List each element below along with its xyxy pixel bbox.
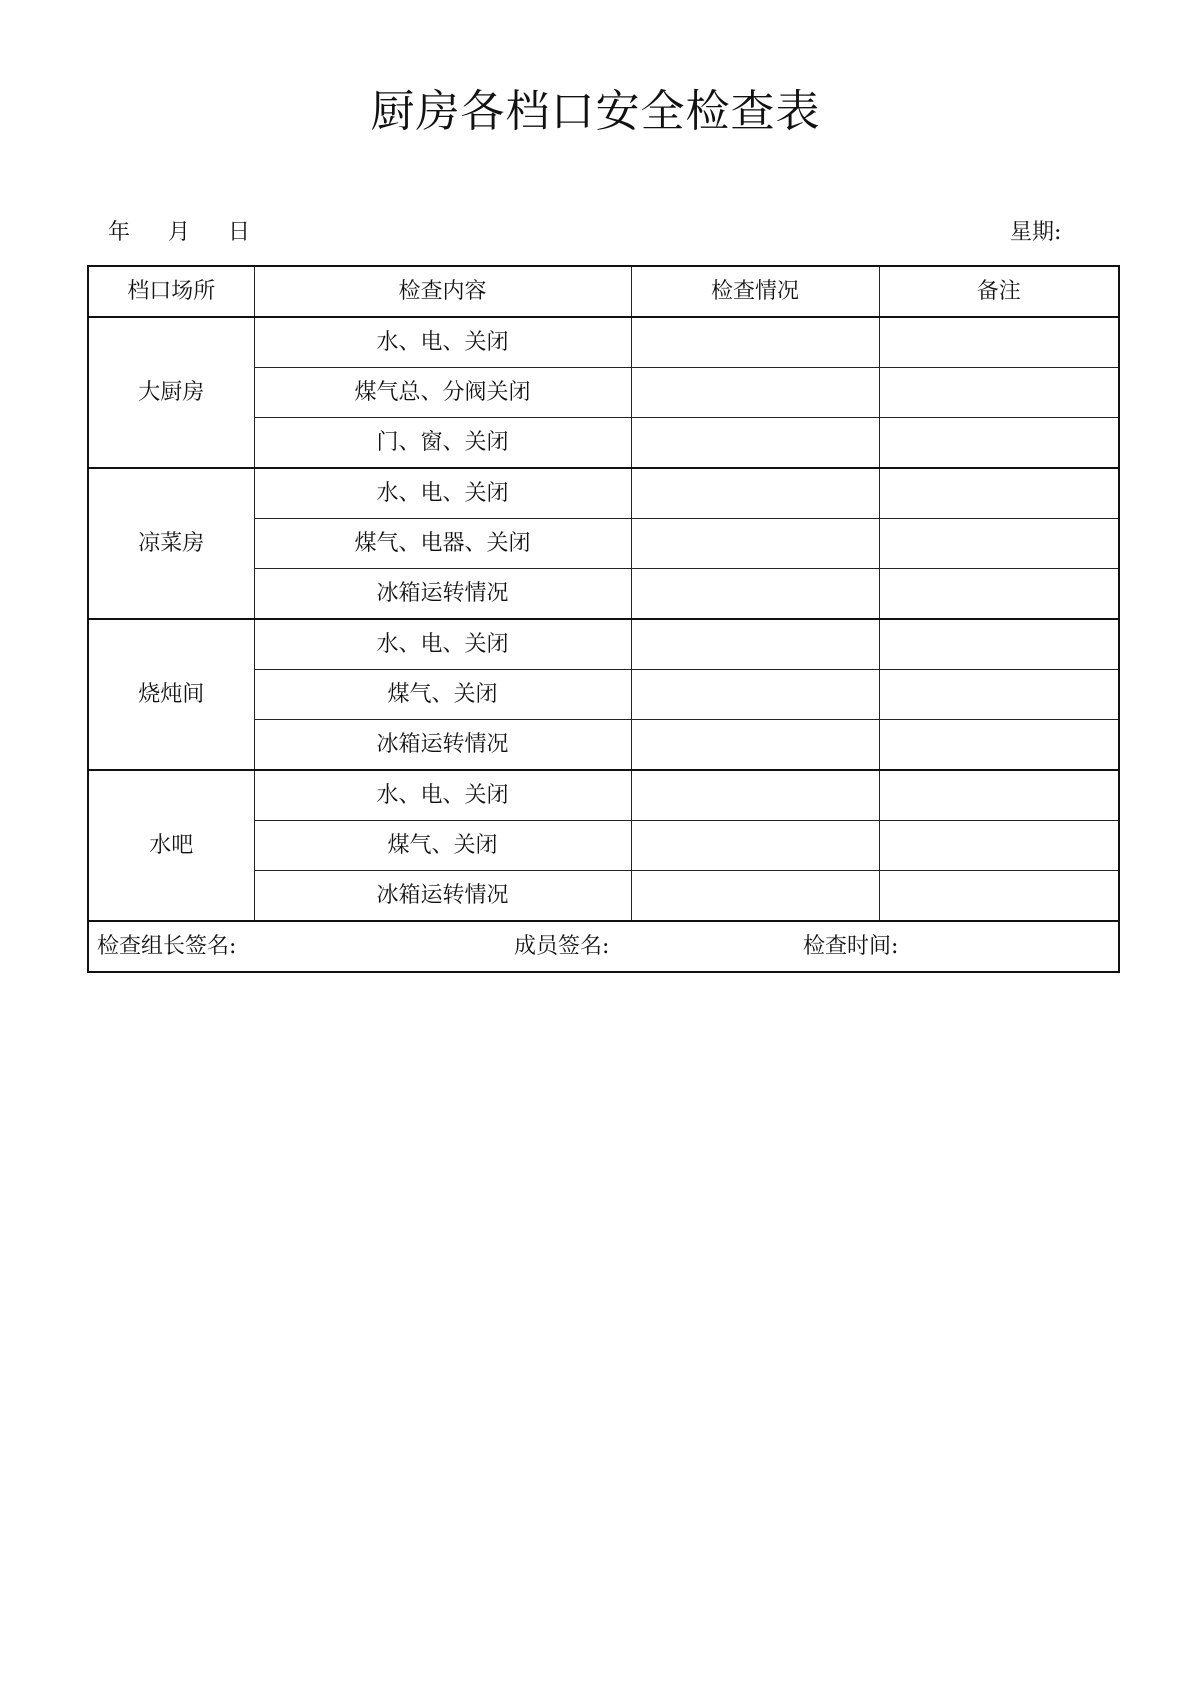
location-cell: 大厨房	[88, 317, 254, 468]
check-time-label: 检查时间:	[803, 934, 899, 959]
remarks-cell[interactable]	[879, 569, 1119, 620]
table-header-row	[88, 266, 1119, 317]
remarks-cell[interactable]	[879, 770, 1119, 821]
table-row	[88, 317, 1119, 368]
location-cell: 凉菜房	[88, 468, 254, 619]
check-item-cell: 煤气、关闭	[254, 670, 631, 720]
header-location: 档口场所	[88, 266, 254, 317]
table-row	[88, 770, 1119, 821]
weekday-label: 星期:	[1010, 220, 1062, 245]
date-line	[108, 218, 250, 248]
status-cell[interactable]	[631, 670, 879, 720]
status-cell[interactable]	[631, 418, 879, 469]
remarks-cell[interactable]	[879, 720, 1119, 771]
header-status: 检查情况	[631, 266, 879, 317]
location-cell: 烧炖间	[88, 619, 254, 770]
remarks-cell[interactable]	[879, 519, 1119, 569]
check-item-cell: 水、电、关闭	[254, 619, 631, 670]
header-content: 检查内容	[254, 266, 631, 317]
check-item-cell: 水、电、关闭	[254, 317, 631, 368]
status-cell[interactable]	[631, 821, 879, 871]
inspection-table	[87, 265, 1120, 973]
year-label: 年	[108, 220, 131, 245]
check-item-cell: 门、窗、关闭	[254, 418, 631, 469]
remarks-cell[interactable]	[879, 468, 1119, 519]
remarks-cell[interactable]	[879, 368, 1119, 418]
remarks-cell[interactable]	[879, 871, 1119, 922]
check-item-cell: 水、电、关闭	[254, 770, 631, 821]
check-item-cell: 煤气、电器、关闭	[254, 519, 631, 569]
check-item-cell: 煤气、关闭	[254, 821, 631, 871]
status-cell[interactable]	[631, 770, 879, 821]
check-item-cell: 冰箱运转情况	[254, 569, 631, 620]
page-title: 厨房各档口安全检查表	[370, 86, 821, 137]
remarks-cell[interactable]	[879, 619, 1119, 670]
check-item-cell: 冰箱运转情况	[254, 720, 631, 771]
status-cell[interactable]	[631, 619, 879, 670]
remarks-cell[interactable]	[879, 317, 1119, 368]
check-item-cell: 水、电、关闭	[254, 468, 631, 519]
remarks-cell[interactable]	[879, 821, 1119, 871]
status-cell[interactable]	[631, 569, 879, 620]
check-item-cell: 煤气总、分阀关闭	[254, 368, 631, 418]
status-cell[interactable]	[631, 317, 879, 368]
month-label: 月	[168, 220, 191, 245]
status-cell[interactable]	[631, 519, 879, 569]
status-cell[interactable]	[631, 468, 879, 519]
status-cell[interactable]	[631, 720, 879, 771]
status-cell[interactable]	[631, 368, 879, 418]
leader-signature-label: 检查组长签名:	[97, 934, 237, 959]
table-row	[88, 468, 1119, 519]
header-remarks: 备注	[879, 266, 1119, 317]
signature-cell[interactable]	[88, 921, 1119, 972]
location-cell: 水吧	[88, 770, 254, 921]
status-cell[interactable]	[631, 871, 879, 922]
table-row	[88, 619, 1119, 670]
signature-row	[88, 921, 1119, 972]
remarks-cell[interactable]	[879, 670, 1119, 720]
check-item-cell: 冰箱运转情况	[254, 871, 631, 922]
day-label: 日	[228, 220, 251, 245]
member-signature-label: 成员签名:	[514, 934, 610, 959]
remarks-cell[interactable]	[879, 418, 1119, 469]
